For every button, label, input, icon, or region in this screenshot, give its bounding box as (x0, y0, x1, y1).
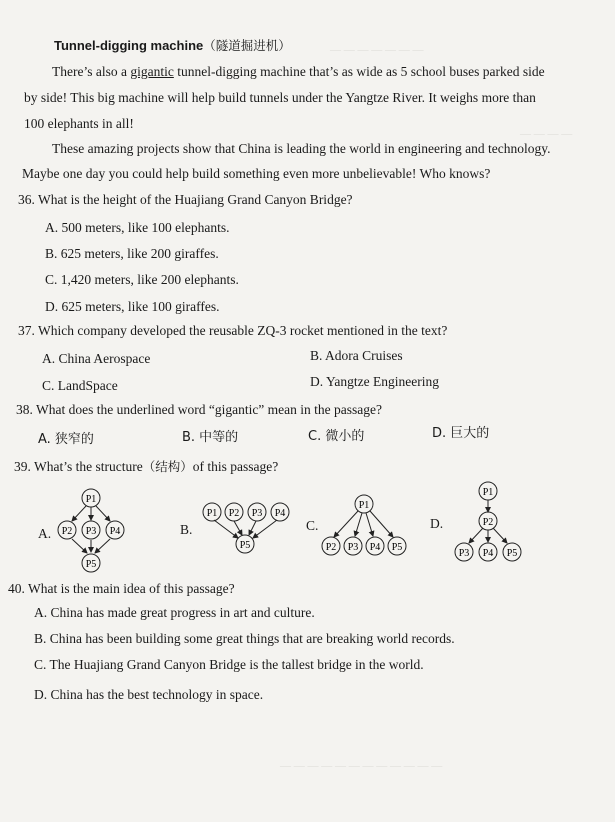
q39-diagram-c[interactable] (318, 492, 410, 558)
bleed-through-text: — — — — — — — (330, 44, 424, 56)
q39-diagram-d[interactable] (452, 480, 524, 564)
q39-diagram-a[interactable] (52, 484, 130, 576)
svg-text:P4: P4 (369, 542, 381, 553)
q39-diagram-b[interactable] (200, 500, 292, 556)
diagram-arrow (355, 513, 362, 536)
option-text: C. 微小的 (308, 429, 365, 444)
bleed-through-text: — — — — (520, 128, 573, 140)
option-text: A. 狭窄的 (38, 432, 94, 447)
svg-text:P3: P3 (85, 526, 97, 537)
node-p4 (366, 537, 384, 555)
diagram-arrow (334, 511, 358, 537)
q37-option-b[interactable]: B. Adora Cruises (310, 348, 403, 363)
node-p3 (248, 503, 266, 521)
stem-text: 39. What’s the structure (14, 459, 143, 474)
question-39-stem (14, 458, 278, 476)
node-p3 (82, 521, 100, 539)
section-heading (54, 37, 291, 55)
q40-option-a[interactable]: A. China has made great progress in art and culture. (34, 605, 315, 620)
q39-option-b-label[interactable]: B. (180, 522, 193, 537)
svg-text:P3: P3 (458, 548, 470, 559)
svg-text:P5: P5 (85, 559, 97, 570)
paragraph-text: There’s also a (52, 64, 131, 79)
question-38-stem (16, 401, 382, 419)
svg-text:P5: P5 (506, 548, 518, 559)
q36-option-d[interactable]: D. 625 meters, like 100 giraffes. (45, 299, 220, 314)
paragraph-line: by side! This big machine will help build tunnels under the Yangtze River. It weighs more than (24, 90, 536, 105)
question-40-stem: 40. What is the main idea of this passage? (8, 581, 235, 596)
svg-text:P2: P2 (325, 542, 337, 553)
question-36-stem: 36. What is the height of the Huajiang Grand Canyon Bridge? (18, 192, 353, 207)
diagram-arrow (249, 521, 256, 535)
option-text: D. 巨大的 (432, 426, 490, 441)
diagram-arrow (370, 511, 393, 537)
stem-text-cn: （结构） (142, 459, 193, 474)
question-37-stem: 37. Which company developed the reusable ZQ-3 rocket mentioned in the text? (18, 323, 448, 338)
svg-text:P2: P2 (61, 526, 73, 537)
node-p3 (455, 543, 473, 561)
node-p5 (82, 554, 100, 572)
svg-text:P5: P5 (239, 540, 251, 551)
q39-option-a-label[interactable]: A. (38, 526, 52, 541)
q38-option-b[interactable] (182, 428, 238, 447)
q40-option-b[interactable]: B. China has been building some great things that are breaking world records. (34, 631, 455, 646)
svg-text:P1: P1 (85, 494, 97, 505)
q38-option-a[interactable] (38, 430, 94, 449)
diagram-arrow (96, 506, 110, 521)
diagram-arrow (95, 539, 110, 553)
node-p1 (479, 482, 497, 500)
svg-text:P1: P1 (358, 500, 370, 511)
section-title: Tunnel-digging machine (54, 38, 204, 53)
option-text: B. 中等的 (182, 430, 239, 445)
q39-option-c-label[interactable]: C. (306, 518, 319, 533)
q37-option-c[interactable]: C. LandSpace (42, 378, 118, 393)
node-p5 (388, 537, 406, 555)
q38-option-d[interactable] (432, 424, 489, 443)
node-p2 (479, 512, 497, 530)
svg-text:P4: P4 (482, 548, 494, 559)
node-p1 (82, 489, 100, 507)
stem-text: 38. What does the underli (16, 402, 155, 417)
section-title-cn: （隧道掘进机） (203, 38, 291, 53)
q37-option-d[interactable]: D. Yangtze Engineering (310, 374, 439, 389)
node-p1 (203, 503, 221, 521)
node-p2 (225, 503, 243, 521)
svg-text:P4: P4 (109, 526, 121, 537)
q39-option-d-label[interactable]: D. (430, 516, 444, 531)
paragraph-line (52, 63, 545, 81)
diagram-arrow (493, 528, 507, 543)
paragraph-line: Maybe one day you could help build something even more unbelievable! Who knows? (22, 166, 491, 181)
bleed-through-text: — — — — — — — — — — — — (280, 760, 443, 772)
diagram-arrow (72, 506, 86, 521)
q40-option-d[interactable]: D. China has the best technology in space. (34, 687, 264, 702)
diagram-arrow (253, 520, 277, 538)
diagram-arrow (72, 539, 87, 553)
diagram-arrow (234, 521, 242, 535)
node-p4 (479, 543, 497, 561)
diagram-arrow (366, 513, 373, 536)
q36-option-c[interactable]: C. 1,420 meters, like 200 elephants. (45, 272, 239, 287)
node-p5 (503, 543, 521, 561)
paragraph-text: tunnel-digging machine that’s as wide as 5 school buses parked side (173, 64, 545, 79)
node-p4 (271, 503, 289, 521)
stem-text: of this passage? (192, 459, 279, 474)
svg-text:P1: P1 (206, 508, 218, 519)
q40-option-c[interactable]: C. The Huajiang Grand Canyon Bridge is the tallest bridge in the world. (34, 657, 424, 672)
node-p5 (236, 535, 254, 553)
svg-text:P1: P1 (482, 487, 494, 498)
svg-text:P2: P2 (482, 517, 494, 528)
q36-option-b[interactable]: B. 625 meters, like 200 giraffes. (45, 246, 219, 261)
paragraph-line: These amazing projects show that China is leading the world in engineering and technology. (52, 141, 551, 156)
node-p4 (106, 521, 124, 539)
svg-text:P4: P4 (274, 508, 286, 519)
underlined-word: gigantic (130, 64, 174, 79)
svg-text:P2: P2 (228, 508, 240, 519)
q36-option-a[interactable]: A. 500 meters, like 100 elephants. (45, 220, 230, 235)
svg-text:P3: P3 (347, 542, 359, 553)
svg-text:P3: P3 (251, 508, 263, 519)
stem-text: ned word “gigantic” mean in the passage? (154, 402, 383, 417)
q38-option-c[interactable] (308, 427, 364, 446)
node-p2 (58, 521, 76, 539)
diagram-arrow (469, 528, 483, 543)
q37-option-a[interactable]: A. China Aerospace (42, 351, 151, 366)
paragraph-line: 100 elephants in all! (24, 116, 134, 131)
node-p2 (322, 537, 340, 555)
node-p3 (344, 537, 362, 555)
node-p1 (355, 495, 373, 513)
svg-text:P5: P5 (391, 542, 403, 553)
